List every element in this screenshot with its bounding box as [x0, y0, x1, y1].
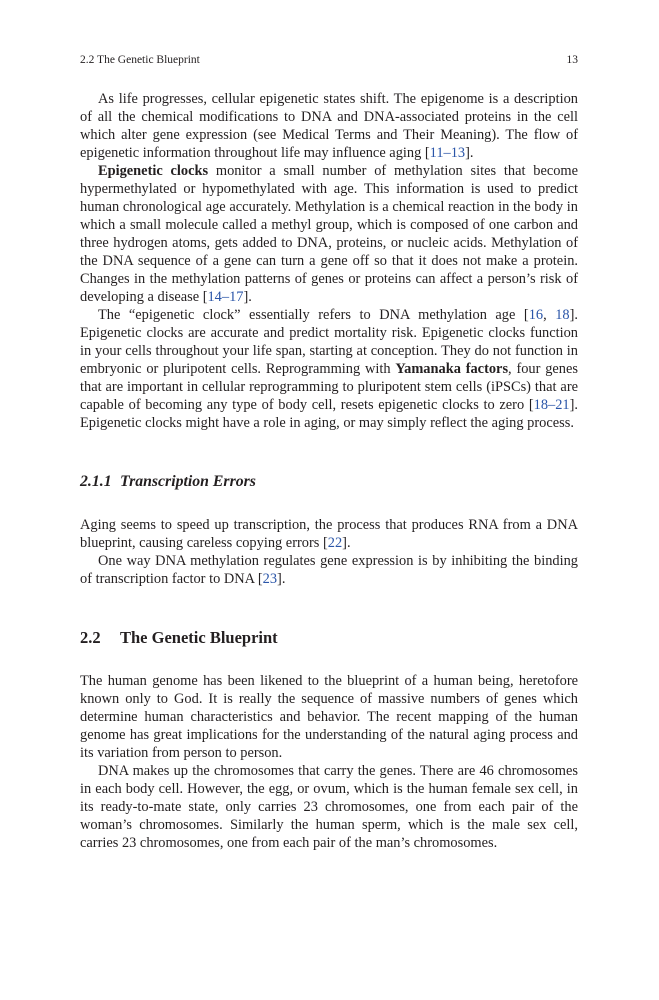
paragraph-text: The “epigenetic clock” essentially refers to DNA methylation age [	[98, 307, 529, 323]
cite-bracket: ]	[465, 145, 470, 161]
cite-bracket: [	[424, 145, 430, 161]
paragraph-transcription	[80, 516, 578, 552]
citation-link[interactable]: 18–21	[533, 397, 570, 413]
paragraph-text: , four genes that are important in cellular reprogramming to pluripotent stem cells (iPSCs) that are capable of becoming any type of body cell, resets epigenetic clocks to zero [	[80, 361, 578, 413]
section-title: The Genetic Blueprint	[120, 628, 278, 647]
page-body	[80, 90, 578, 852]
paragraph-text: ]. Epigenetic clocks might have a role in aging, or may simply reflect the aging process.	[80, 397, 578, 431]
paragraph-text: Aging seems to speed up transcription, the process that produces RNA from a DNA blueprint, causing careless copying errors [	[80, 517, 578, 551]
paragraph-text: .	[469, 145, 474, 161]
section-heading-genetic-blueprint	[80, 628, 578, 648]
running-head-section: 2.2 The Genetic Blueprint	[80, 54, 200, 66]
citation-link[interactable]: 18	[555, 307, 570, 323]
citation-link[interactable]: 14–17	[207, 289, 244, 305]
section-heading-transcription-errors	[80, 472, 578, 492]
paragraph-text: As life progresses, cellular epigenetic states shift. The epigenome is a description of all the chemical modifications to DNA and DNA-associated proteins in the cell which alter gene expression (see Medical Terms and Their Meaning). The flow of epigenetic information throughout life may influence aging	[80, 91, 578, 161]
paragraph-text: ]. Epigenetic clocks are accurate and predict mortality risk. Epigenetic clocks function in your cells throughout your life span, starting at conception. They do not function in embryonic or pluripotent cells. Reprogramming with	[80, 307, 578, 377]
paragraph-epigenetic-clocks: Epigenetic clocks monitor a small number of methylation sites that become hypermethylated or hypomethylated with age. This information is used to predict human chronological age accurately. Methylation is a chemical reaction in the body in which a small molecule called a methyl group, which is composed of one carbon and three hydrogen atoms, gets added to DNA, proteins, or nucleic acids. Methylation of the DNA sequence of a gene can turn a gene off so that it does not make a protein. Changes in the methylation patterns of genes or proteins can affect a person’s risk of developing a disease [14–17].	[80, 163, 579, 305]
paragraph-text: ].	[277, 571, 286, 587]
paragraph-chromosomes: DNA makes up the chromosomes that carry the genes. There are 46 chromosomes in each body cell. However, the egg, or ovum, which is the human female sex cell, in its ready-to-mate state, only carries 23 chromosomes, one from each pair of the woman’s chromosomes. Similarly the human sperm, which is the male sex cell, carries 23 chromosomes, one from each pair of the man’s chromosomes.	[80, 763, 578, 851]
cite-separator: ,	[543, 307, 556, 323]
section-number: 2.1.1	[80, 473, 112, 490]
paragraph-methylation-age	[80, 306, 578, 432]
paragraph-epigenome	[80, 90, 578, 162]
paragraph-human-genome: The human genome has been likened to the blueprint of a human being, heretofore known only to God. It is really the sequence of massive numbers of genes which determine human characteristics and behavior. The recent mapping of the human genome has great implications for the understanding of the natural aging process and its variation from person to person.	[80, 673, 578, 761]
paragraph-methylation-regulation	[80, 552, 578, 588]
paragraph-text: One way DNA methylation regulates gene expression is by inhibiting the binding of transcription factor to DNA [	[80, 553, 578, 587]
running-head	[80, 52, 578, 68]
citation-link[interactable]: 22	[327, 535, 343, 551]
bold-term: Epigenetic clocks	[98, 163, 209, 179]
section-title: Transcription Errors	[120, 473, 256, 490]
citation-link[interactable]: 11–13	[429, 145, 466, 161]
bold-term: Yamanaka factors	[395, 361, 509, 377]
paragraph-text: monitor a small number of methylation sites that become hypermethylated or hypomethylated with age. This information is used to predict human chronological age accurately. Methylation is a chemical reaction in the body in which a small molecule called a methyl group, which is composed of one carbon and three hydrogen atoms, gets added to DNA, proteins, or nucleic acids. Methylation of the DNA sequence of a gene can turn a gene off so that it does not make a protein. Changes in the methylation patterns of genes or proteins can affect a person’s risk of developing a disease	[80, 163, 579, 305]
citation-link[interactable]: 16	[528, 307, 544, 323]
paragraph-text: .	[248, 289, 252, 305]
page-number: 13	[566, 54, 578, 66]
paragraph-text: ].	[342, 535, 351, 551]
citation-link[interactable]: 23	[262, 571, 278, 587]
section-number: 2.2	[80, 628, 101, 647]
